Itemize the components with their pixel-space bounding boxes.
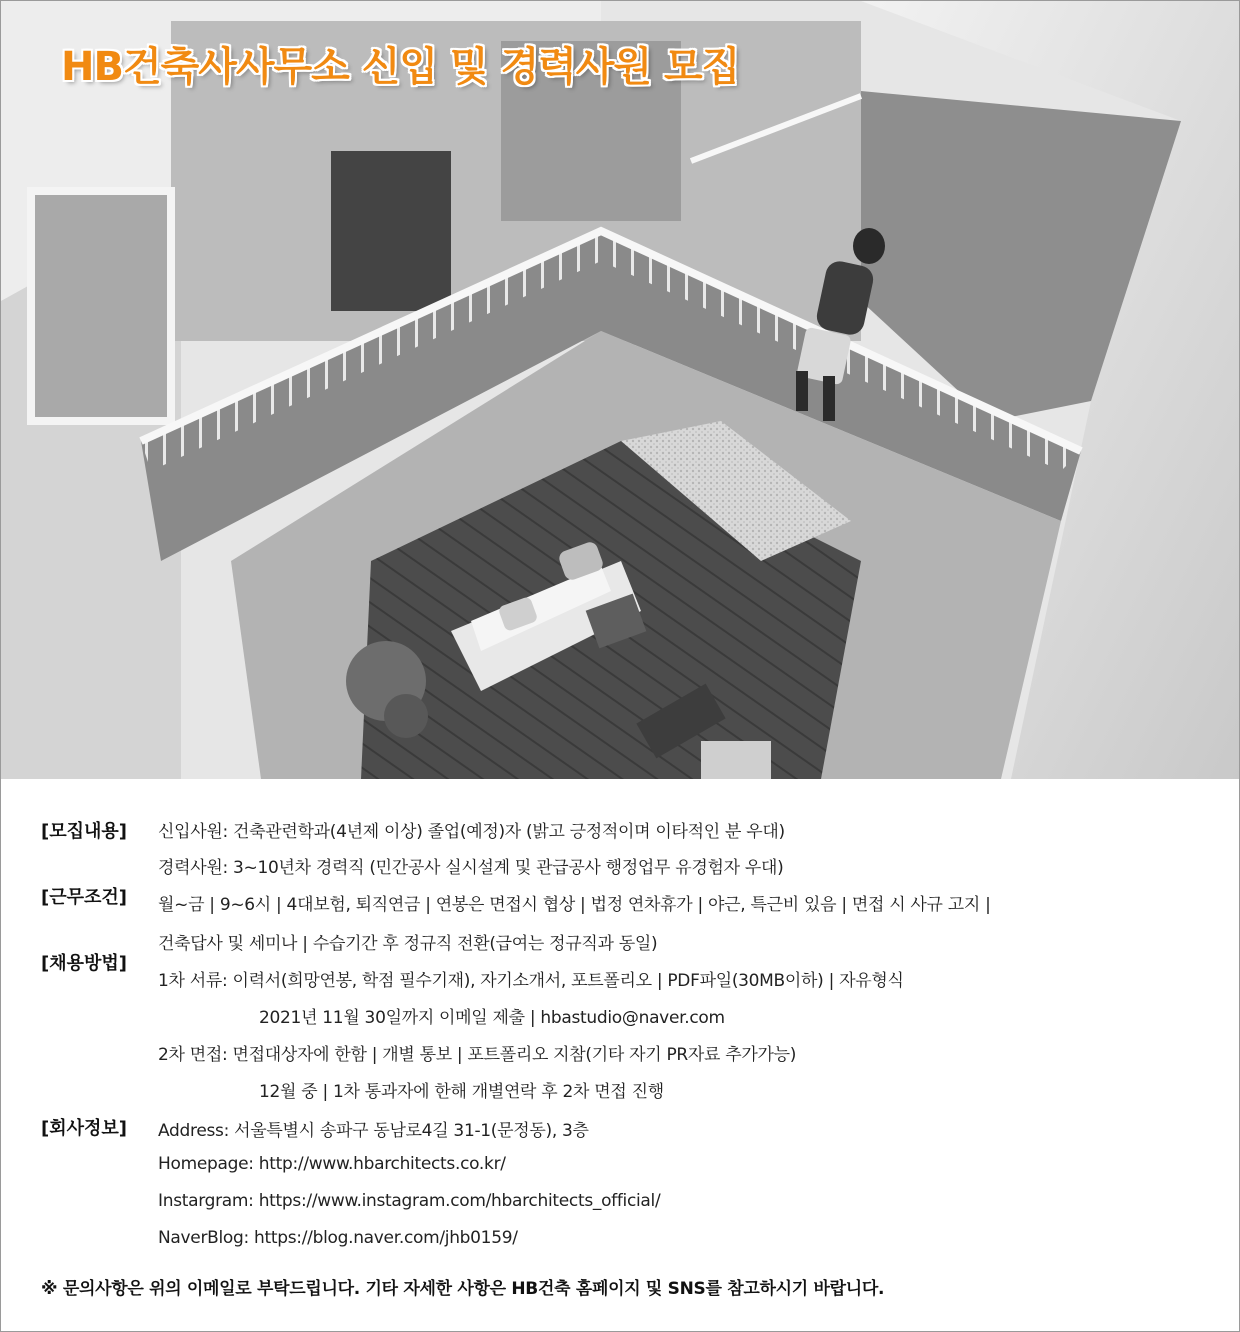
recruitment-info (1, 779, 1239, 1331)
atrium-photo-illustration (1, 1, 1239, 779)
hiring-line: 12월 중 | 1차 통과자에 한해 개별연락 후 2차 면접 진행 (259, 1082, 664, 1102)
company-homepage[interactable]: Homepage: http://www.hbarchitects.co.kr/ (158, 1154, 506, 1174)
recruit-line: 경력사원: 3~10년차 경력직 (민간공사 실시설계 및 관급공사 행정업무 유경험자 우대) (158, 858, 784, 878)
hiring-line: 2차 면접: 면접대상자에 한함 | 개별 통보 | 포트폴리오 지참(기타 자기 PR자료 추가가능) (158, 1045, 797, 1065)
section-label-recruit: [모집내용] (41, 821, 128, 842)
section-label-hiring: [채용방법] (41, 953, 128, 974)
conditions-line: 월~금 | 9~6시 | 4대보험, 퇴직연금 | 연봉은 면접시 협상 | 법정 연차휴가 | 야근, 특근비 있음 | 면접 시 사규 고지 | (158, 895, 991, 915)
company-blog[interactable]: NaverBlog: https://blog.naver.com/jhb0159/ (158, 1228, 518, 1248)
section-label-conditions: [근무조건] (41, 887, 128, 908)
conditions-line: 건축답사 및 세미나 | 수습기간 후 정규직 전환(급여는 정규직과 동일) (158, 934, 658, 954)
recruit-line: 신입사원: 건축관련학과(4년제 이상) 졸업(예정)자 (밝고 긍정적이며 이타적인 분 우대) (158, 822, 785, 842)
company-address: Address: 서울특별시 송파구 동남로4길 31-1(문정동), 3층 (158, 1121, 589, 1141)
company-instagram[interactable]: Instargram: https://www.instagram.com/hbarchitects_official/ (158, 1191, 661, 1211)
section-label-company: [회사정보] (41, 1118, 128, 1139)
contact-note: ※ 문의사항은 위의 이메일로 부탁드립니다. 기타 자세한 사항은 HB건축 홈페이지 및 SNS를 참고하시기 바랍니다. (41, 1279, 885, 1299)
hiring-line: 1차 서류: 이력서(희망연봉, 학점 필수기재), 자기소개서, 포트폴리오 | PDF파일(30MB이하) | 자유형식 (158, 971, 904, 991)
hiring-line: 2021년 11월 30일까지 이메일 제출 | hbastudio@naver.com (259, 1008, 725, 1028)
page-title: HB건축사사무소 신입 및 경력사원 모집 (61, 44, 740, 90)
atrium-photo (1, 1, 1239, 779)
